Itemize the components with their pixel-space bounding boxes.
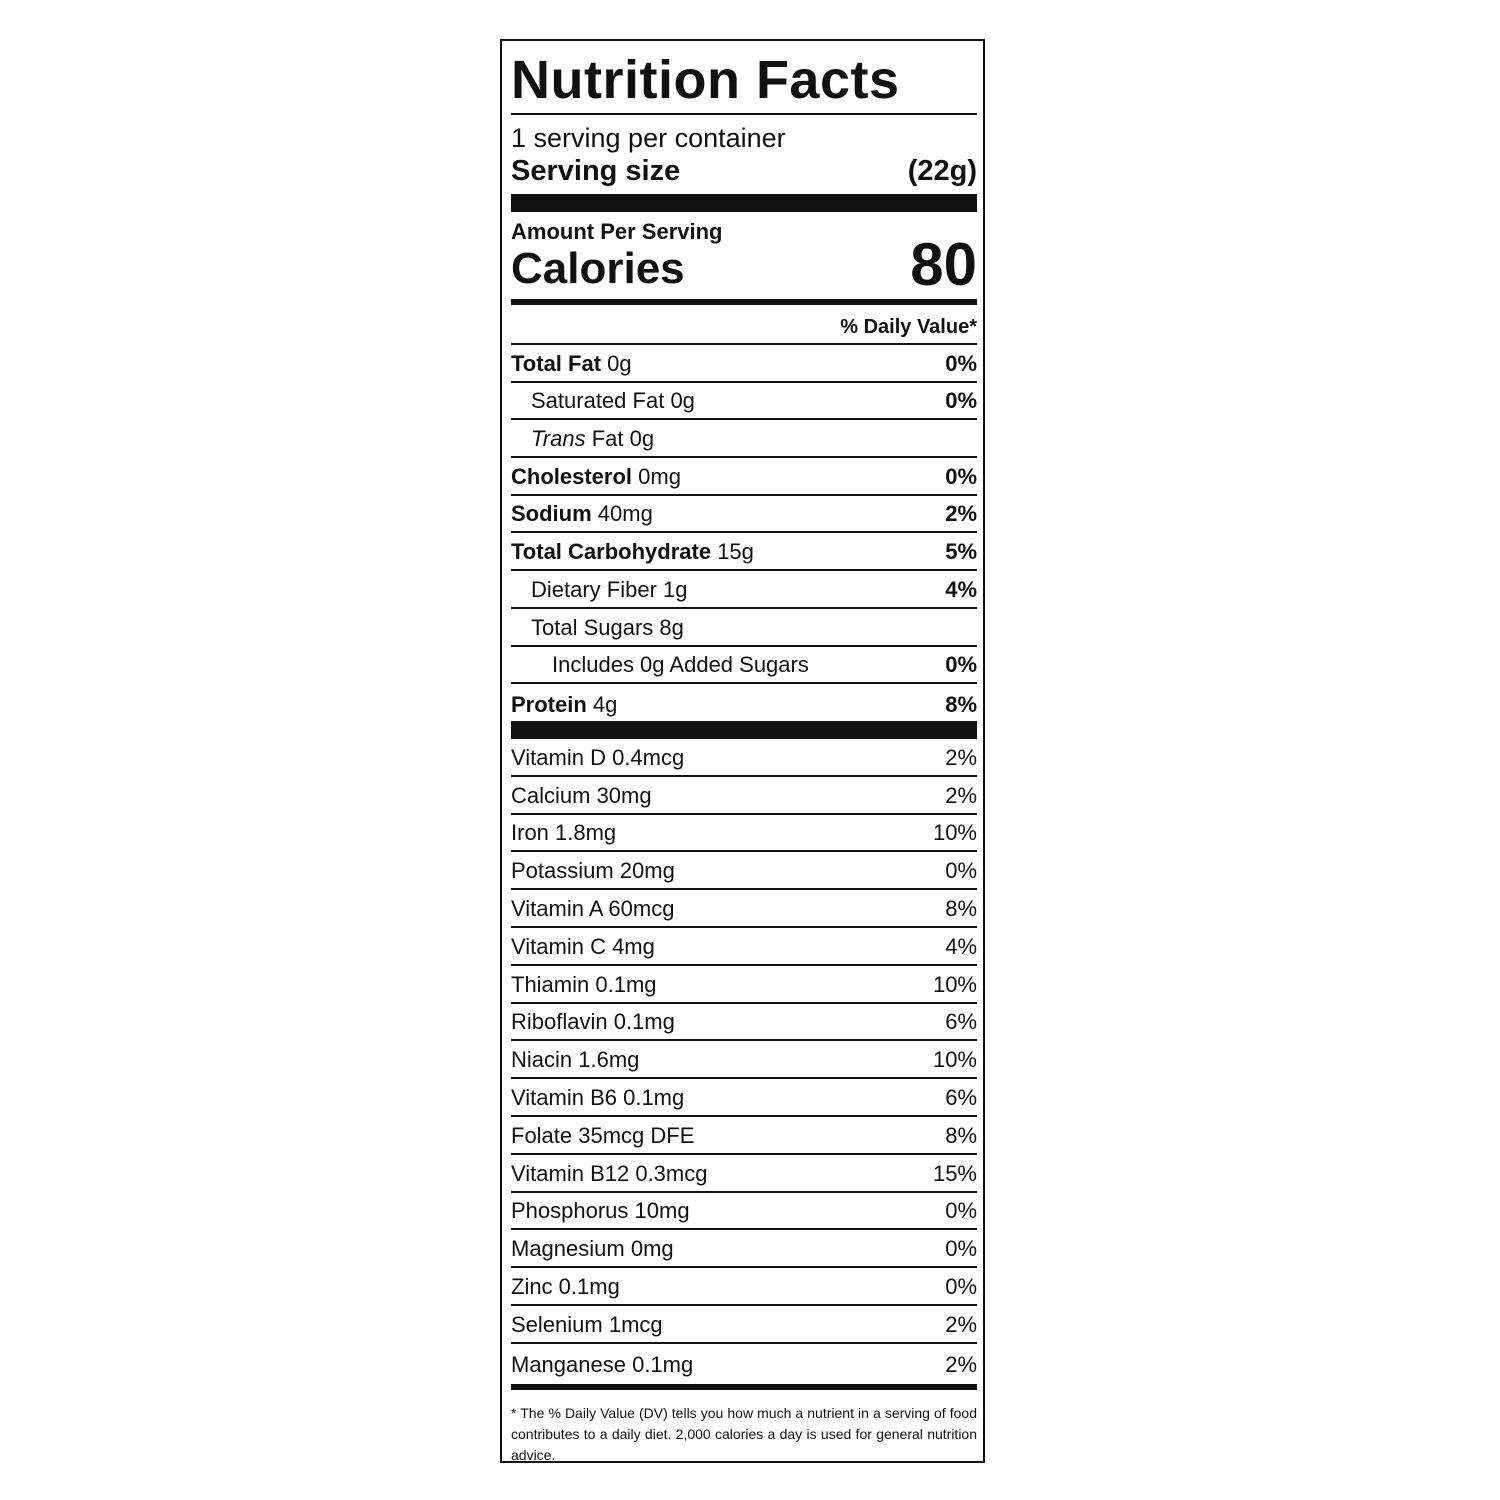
nutrient-row bbox=[511, 383, 977, 421]
serving-size-row bbox=[511, 155, 977, 187]
vitamin-name: Magnesium 0mg bbox=[511, 1236, 674, 1262]
nutrient-row bbox=[511, 609, 977, 647]
vitamin-daily-value: 6% bbox=[945, 1084, 977, 1110]
nutrient-name: Cholesterol 0mg bbox=[511, 463, 681, 489]
serving-size-value: (22g) bbox=[907, 155, 977, 187]
nutrient-name: Sodium 40mg bbox=[511, 501, 653, 527]
vitamin-name: Iron 1.8mg bbox=[511, 820, 617, 846]
servings-per-container: 1 serving per container bbox=[511, 123, 786, 153]
thick-divider bbox=[511, 721, 977, 739]
nutrient-name: Saturated Fat 0g bbox=[531, 388, 695, 414]
vitamin-daily-value: 8% bbox=[945, 1122, 977, 1148]
nutrient-daily-value: 2% bbox=[945, 501, 977, 527]
vitamin-name: Riboflavin 0.1mg bbox=[511, 1009, 675, 1035]
vitamin-daily-value: 0% bbox=[945, 1198, 977, 1224]
nutrient-daily-value: 0% bbox=[945, 388, 977, 414]
medium-divider bbox=[511, 299, 977, 305]
nutrient-daily-value: 8% bbox=[945, 691, 977, 717]
nutrient-daily-value: 0% bbox=[945, 463, 977, 489]
serving-size-label: Serving size bbox=[511, 155, 681, 187]
vitamin-row bbox=[511, 1344, 977, 1382]
vitamin-daily-value: 2% bbox=[945, 782, 977, 808]
vitamin-name: Zinc 0.1mg bbox=[511, 1273, 620, 1299]
nutrient-row bbox=[511, 458, 977, 496]
vitamin-daily-value: 10% bbox=[932, 1047, 977, 1073]
nutrient-row bbox=[511, 571, 977, 609]
vitamin-name: Vitamin B6 0.1mg bbox=[511, 1084, 685, 1110]
vitamin-row bbox=[511, 928, 977, 966]
nutrient-daily-value: 0% bbox=[945, 350, 977, 376]
nutrient-name: Trans Fat 0g bbox=[531, 426, 655, 452]
vitamin-name: Thiamin 0.1mg bbox=[511, 971, 657, 997]
vitamin-row bbox=[511, 852, 977, 890]
vitamin-daily-value: 8% bbox=[945, 895, 977, 921]
nutrient-name: Dietary Fiber 1g bbox=[531, 576, 688, 602]
vitamin-daily-value: 6% bbox=[945, 1009, 977, 1035]
nutrition-facts-label bbox=[500, 39, 985, 1463]
vitamin-row bbox=[511, 1117, 977, 1155]
vitamin-name: Vitamin A 60mcg bbox=[511, 895, 675, 921]
vitamin-name: Vitamin D 0.4mcg bbox=[511, 744, 685, 770]
nutrient-name: Includes 0g Added Sugars bbox=[552, 652, 809, 678]
vitamin-row bbox=[511, 1155, 977, 1193]
vitamin-daily-value: 0% bbox=[945, 1236, 977, 1262]
vitamin-row bbox=[511, 966, 977, 1004]
amount-per-serving: Amount Per Serving bbox=[511, 219, 723, 244]
divider bbox=[511, 113, 977, 115]
nutrient-row bbox=[511, 345, 977, 383]
nutrient-row bbox=[511, 496, 977, 534]
vitamin-daily-value: 4% bbox=[945, 933, 977, 959]
vitamin-name: Manganese 0.1mg bbox=[511, 1351, 694, 1377]
nutrient-daily-value: 4% bbox=[945, 576, 977, 602]
vitamin-name: Phosphorus 10mg bbox=[511, 1198, 690, 1224]
nutrient-row bbox=[511, 534, 977, 572]
vitamin-name: Niacin 1.6mg bbox=[511, 1047, 640, 1073]
vitamin-row bbox=[511, 1004, 977, 1042]
vitamin-daily-value: 2% bbox=[945, 1351, 977, 1377]
vitamin-name: Potassium 20mg bbox=[511, 858, 675, 884]
vitamin-daily-value: 15% bbox=[932, 1160, 977, 1186]
vitamin-row bbox=[511, 890, 977, 928]
medium-divider bbox=[511, 1384, 977, 1390]
nutrient-name: Total Fat 0g bbox=[511, 350, 632, 376]
calories-label: Calories bbox=[511, 244, 685, 293]
vitamin-row bbox=[511, 1306, 977, 1344]
nutrient-row bbox=[511, 647, 977, 685]
vitamin-daily-value: 0% bbox=[945, 858, 977, 884]
daily-value-footnote: * The % Daily Value (DV) tells you how much a nutrient in a serving of food contributes to a daily diet. 2,000 calories a day is used for general nutrition advice. bbox=[511, 1405, 977, 1463]
vitamin-row bbox=[511, 1193, 977, 1231]
nutrient-row bbox=[511, 684, 977, 722]
nutrient-daily-value: 0% bbox=[945, 652, 977, 678]
daily-value-header: % Daily Value* bbox=[840, 316, 977, 338]
vitamin-daily-value: 10% bbox=[932, 820, 977, 846]
vitamin-row bbox=[511, 815, 977, 853]
nutrient-daily-value: 5% bbox=[945, 539, 977, 565]
vitamin-daily-value: 2% bbox=[945, 744, 977, 770]
nutrient-name: Protein 4g bbox=[511, 691, 618, 717]
vitamin-row bbox=[511, 777, 977, 815]
vitamin-row bbox=[511, 739, 977, 777]
vitamin-name: Selenium 1mcg bbox=[511, 1311, 663, 1337]
thick-divider bbox=[511, 194, 977, 212]
label-title: Nutrition Facts bbox=[511, 50, 900, 110]
nutrient-name: Total Carbohydrate 15g bbox=[511, 539, 754, 565]
vitamin-daily-value: 10% bbox=[932, 971, 977, 997]
vitamin-row bbox=[511, 1268, 977, 1306]
vitamin-name: Vitamin B12 0.3mcg bbox=[511, 1160, 708, 1186]
vitamin-row bbox=[511, 1041, 977, 1079]
vitamin-daily-value: 2% bbox=[945, 1311, 977, 1337]
nutrient-name: Total Sugars 8g bbox=[531, 614, 684, 640]
nutrient-row bbox=[511, 420, 977, 458]
vitamin-row bbox=[511, 1230, 977, 1268]
vitamin-name: Calcium 30mg bbox=[511, 782, 652, 808]
vitamin-name: Vitamin C 4mg bbox=[511, 933, 655, 959]
vitamin-name: Folate 35mcg DFE bbox=[511, 1122, 695, 1148]
vitamin-row bbox=[511, 1079, 977, 1117]
calories-value: 80 bbox=[910, 231, 977, 298]
vitamin-daily-value: 0% bbox=[945, 1273, 977, 1299]
